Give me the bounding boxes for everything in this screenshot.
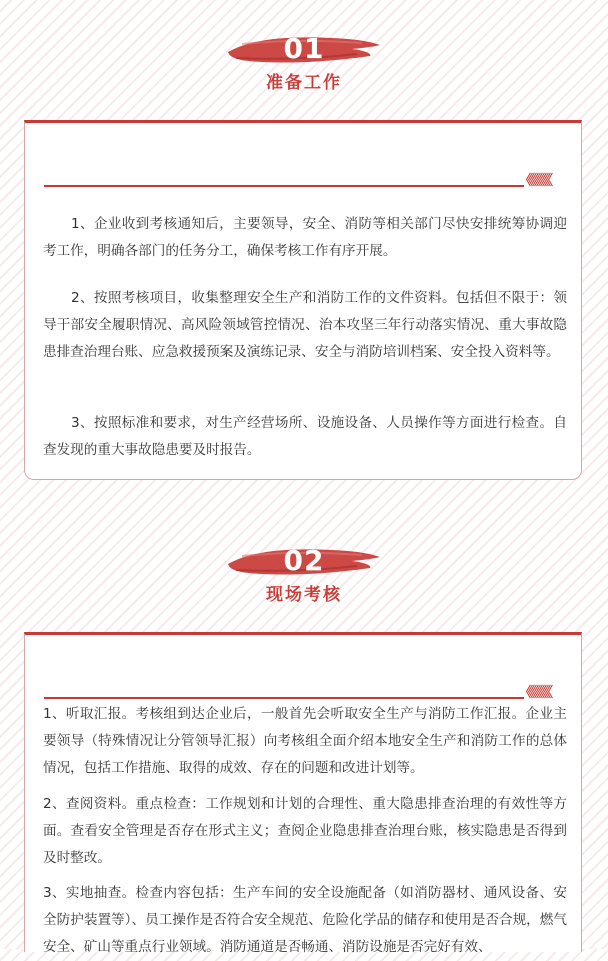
- paragraph: 1、听取汇报。考核组到达企业后，一般首先会听取安全生产与消防工作汇报。企业主要领导（特殊情况让分管领导汇报）向考核组全面介绍本地安全生产和消防工作的总体情况，包括工作措施、取得的成效、存在的问题和改进计划等。: [43, 706, 567, 776]
- paragraph: 2、查阅资料。重点检查：工作规划和计划的合理性、重大隐患排查治理的有效性等方面。查看安全管理是否存在形式主义；查阅企业隐患排查治理台账，核实隐患是否得到及时整改。: [43, 796, 567, 866]
- chevron-decoration-icon: 《《《《《《: [519, 173, 550, 189]
- paragraph: 3、按照标准和要求，对生产经营场所、设施设备、人员操作等方面进行检查。自查发现的重大事故隐患要及时报告。: [43, 415, 567, 458]
- paragraph: 1、企业收到考核通知后，主要领导，安全、消防等相关部门尽快安排统筹协调迎考工作，明确各部门的任务分工，确保考核工作有序开展。: [43, 216, 567, 259]
- section-header-01: [0, 32, 608, 102]
- section-number: 02: [283, 544, 325, 577]
- section-card-01: [24, 120, 582, 480]
- paragraph: 2、按照考核项目，收集整理安全生产和消防工作的文件资料。包括但不限于：领导干部安全履职情况、高风险领域管控情况、治本攻坚三年行动落实情况、重大事故隐患排查治理台账、应急救援预案及演练记录、安全与消防培训档案、安全投入资料等。: [43, 290, 567, 360]
- section-header-02: [0, 544, 608, 614]
- section-card-02: [24, 632, 582, 955]
- chevron-decoration-icon: 《《《《《《: [519, 685, 550, 701]
- divider-line: [44, 185, 524, 187]
- section-title: 现场考核: [266, 585, 342, 605]
- section-number: 01: [283, 32, 325, 65]
- divider-line: [44, 697, 524, 699]
- section-title: 准备工作: [266, 73, 342, 93]
- paragraph: 3、实地抽查。检查内容包括：生产车间的安全设施配备（如消防器材、通风设备、安全防护装置等）、员工操作是否符合安全规范、危险化学品的储存和使用是否合规，燃气安全、矿山等重点行业领域。消防通道是否畅通、消防设施是否完好有效、: [43, 885, 567, 955]
